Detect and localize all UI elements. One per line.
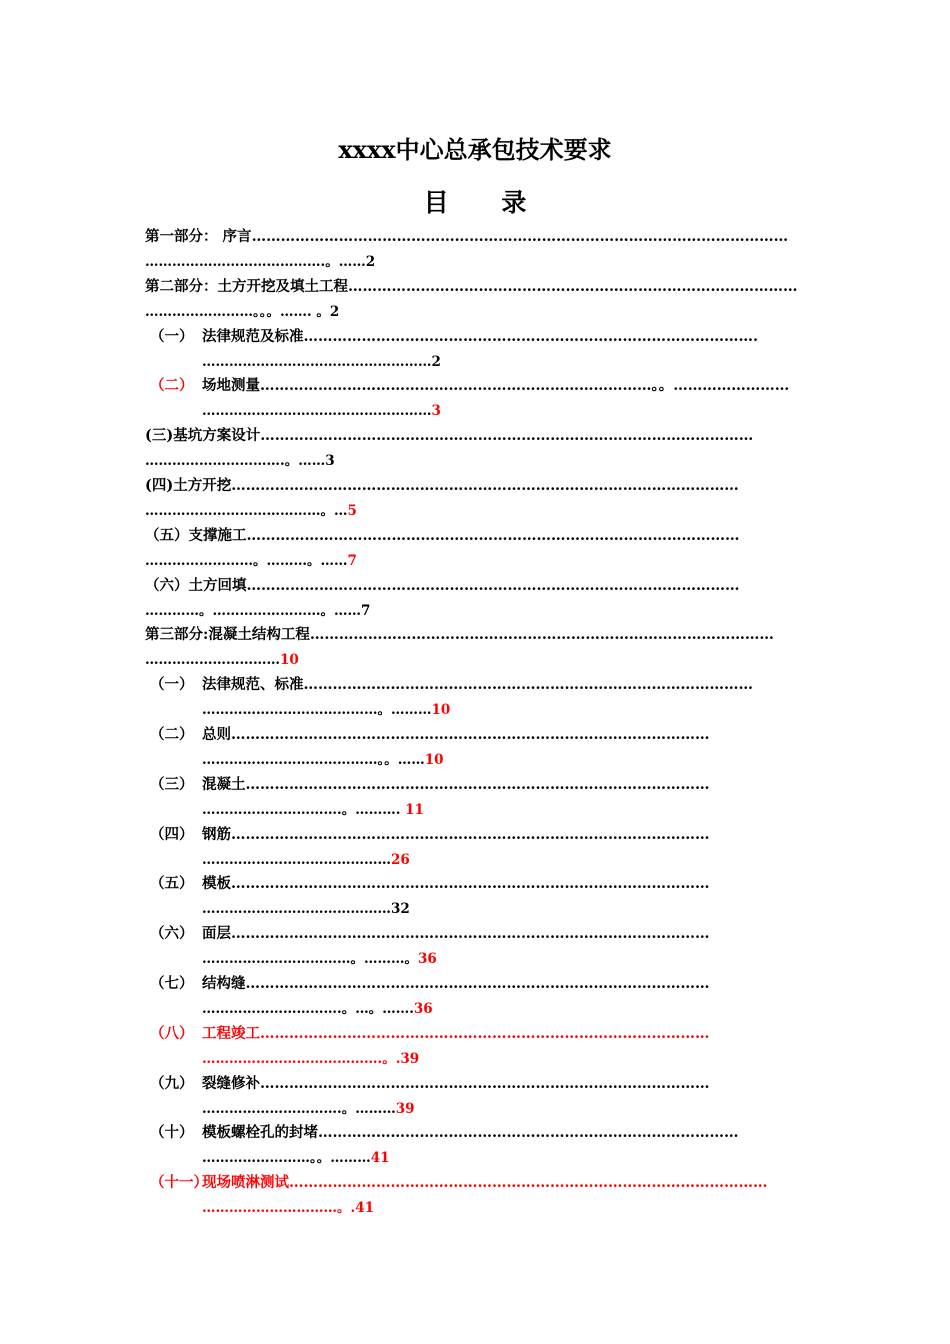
toc-entry[interactable]	[0, 1024, 950, 1074]
toc-leader-dots: ……………………………………………………………………………………	[309, 626, 774, 643]
toc-leader-dots: ………………………………………………………………………………………	[231, 726, 710, 743]
toc-leader-tail: 。………。	[350, 951, 418, 967]
toc-entry[interactable]	[0, 825, 950, 875]
toc-heading: 目 录	[423, 188, 549, 217]
toc-leader-dots: …………………………	[202, 802, 337, 818]
toc-entry-label: 法律规范、标准	[202, 676, 304, 693]
toc-entry-label: (四)土方开挖	[145, 477, 232, 494]
toc-entry-label: 第三部分:混凝土结构工程	[145, 626, 310, 643]
toc-entry-label: 场地测量	[202, 377, 260, 394]
toc-leader-tail: 。。。……. 。	[253, 304, 330, 320]
toc-leader-dots: …………………………………………………………………………………………………	[251, 228, 789, 245]
toc-leader-dots: …………………………………	[202, 702, 378, 718]
toc-entry[interactable]	[0, 675, 950, 725]
toc-page-number: 39	[395, 1101, 415, 1117]
toc-entry[interactable]	[0, 277, 950, 327]
toc-entry[interactable]	[0, 426, 950, 476]
toc-entry-number: （七）	[150, 975, 194, 992]
toc-leader-dots: ………………	[202, 1200, 283, 1216]
toc-entry-label: 面层	[202, 925, 231, 942]
toc-entry[interactable]	[0, 227, 950, 277]
toc-leader-tail: 。。……	[377, 752, 425, 768]
toc-leader-dots: …………………………………	[202, 752, 378, 768]
toc-entry-number: （一）	[150, 328, 194, 345]
toc-leader-dots: ………………………………………………………………………。。……………………	[260, 377, 790, 394]
toc-page-number: 39	[400, 1051, 420, 1067]
toc-entry[interactable]	[0, 1123, 950, 1173]
toc-page-number: 7	[347, 553, 357, 569]
toc-page-number: 26	[391, 852, 410, 868]
toc-entry-label: 混凝土	[202, 776, 246, 793]
toc-entry[interactable]	[0, 327, 950, 377]
toc-entry-number: （二）	[150, 726, 194, 743]
toc-entry-label: 现场喷淋测试	[202, 1174, 289, 1191]
toc-entry-number: （三）	[150, 776, 194, 793]
toc-page-number: 2	[365, 254, 376, 270]
toc-page-number: 3	[325, 453, 335, 469]
toc-page-number: 3	[431, 403, 441, 419]
toc-page-number: 41	[370, 1150, 390, 1166]
toc-entry[interactable]	[0, 725, 950, 775]
toc-leader-dots: …………………………………………………………………………………	[303, 676, 753, 693]
toc-entry-number: （八）	[150, 1025, 194, 1042]
toc-entry-label: （六）土方回填	[145, 577, 247, 594]
toc-leader-dots: ………………………………………………………………………………………	[289, 1174, 768, 1191]
toc-entry-label: （五）支撑施工	[145, 527, 247, 544]
toc-leader-tail: ……………………。…	[212, 503, 348, 519]
toc-leader-dots: ……………………………………………	[202, 354, 432, 370]
toc-leader-dots: …………………………	[202, 1101, 337, 1117]
toc-leader-dots: …………………………………………………………………………………	[348, 278, 798, 295]
toc-leader-tail: ……………………	[283, 852, 391, 868]
toc-entry-number: （十一）	[150, 1174, 208, 1191]
toc-page-number: 36	[413, 1001, 433, 1017]
toc-page-number: 7	[361, 603, 371, 619]
toc-leader-dots: …………………………	[202, 1001, 337, 1017]
toc-entry[interactable]	[0, 576, 950, 626]
toc-leader-dots: ……………………	[145, 553, 253, 569]
toc-leader-dots: ……………………………………………………………………………………………	[231, 477, 739, 494]
toc-entry-label: 工程竣工	[202, 1025, 260, 1042]
toc-entry-label: 结构缝	[202, 975, 246, 992]
toc-leader-dots: ……………………………………………………………………………………	[245, 776, 710, 793]
toc-leader-tail: …………。.	[283, 1200, 356, 1216]
toc-leader-dots: …………………………………………………………………………………………	[246, 577, 740, 594]
toc-leader-dots: ………………………………………………………………………………….	[303, 328, 759, 345]
toc-entry[interactable]	[0, 625, 950, 675]
toc-entry-number: （六）	[150, 925, 194, 942]
toc-leader-tail: .。……	[280, 453, 326, 469]
toc-entry-label: 总则	[202, 726, 231, 743]
toc-leader-dots: ……………………………	[202, 1051, 351, 1067]
toc-entry-number: （一）	[150, 676, 194, 693]
toc-leader-tail: ……………	[212, 652, 280, 668]
toc-entry[interactable]	[0, 526, 950, 576]
toc-page-number: 36	[418, 951, 437, 967]
toc-entry[interactable]	[0, 874, 950, 924]
toc-leader-dots: ………………	[202, 852, 283, 868]
toc-entry-label: 第二部分：土方开挖及填土工程	[145, 278, 348, 295]
toc-leader-dots: …………	[145, 603, 199, 619]
toc-leader-dots: ………………………………………………………………………………………	[231, 875, 710, 892]
toc-entry-number: （四）	[150, 826, 194, 843]
toc-page-number: 10	[280, 652, 299, 668]
toc-leader-dots: …………………………	[145, 453, 280, 469]
toc-entry-number: （十）	[150, 1124, 194, 1141]
toc-page-number: 10	[424, 752, 444, 768]
toc-leader-dots: ……………………………………………	[202, 403, 432, 419]
toc-entry[interactable]	[0, 974, 950, 1024]
toc-page-number: 32	[391, 901, 410, 917]
toc-entry-number: （九）	[150, 1075, 194, 1092]
toc-leader-dots: …………………………………………………………………………………	[260, 1075, 710, 1092]
toc-entry-label: 第一部分： 序言	[145, 228, 252, 245]
toc-entry-label: 法律规范及标准	[202, 328, 304, 345]
toc-entry-number: （二）	[150, 377, 194, 394]
toc-leader-tail: .。…。…….	[337, 1001, 414, 1017]
toc-leader-dots: …………………………………………………………………………………………	[246, 527, 740, 544]
toc-leader-dots: ………………………………………………………………………………………	[231, 925, 710, 942]
toc-leader-tail: 。………	[377, 702, 432, 718]
toc-leader-dots: …………………………	[202, 901, 337, 917]
toc-page-number: 2	[329, 304, 340, 320]
toc-entry-label: 模板螺栓孔的封堵	[202, 1124, 318, 1141]
toc-leader-dots: ……………	[145, 503, 213, 519]
toc-entry-label: 钢筋	[202, 826, 231, 843]
toc-leader-dots: ……………………………	[202, 951, 351, 967]
toc-leader-dots: ……………………………………………………………………………………	[245, 975, 710, 992]
toc-leader-tail: .。………	[337, 1101, 396, 1117]
toc-entry-label: 模板	[202, 875, 231, 892]
toc-entry[interactable]	[0, 476, 950, 526]
document-title: xxxx中心总承包技术要求	[338, 135, 612, 164]
toc-entry[interactable]	[0, 376, 950, 426]
toc-page-number: 41	[355, 1200, 374, 1216]
toc-leader-tail: 。………。……	[253, 553, 348, 569]
toc-leader-dots: …………………………………………………………………………………………	[260, 427, 754, 444]
toc-leader-tail: .。……….	[337, 802, 406, 818]
toc-page-number: 5	[347, 503, 357, 519]
toc-leader-dots: ……………………………………………………………………………	[318, 1124, 739, 1141]
toc-entry[interactable]	[0, 924, 950, 974]
toc-leader-tail: …………	[337, 901, 391, 917]
toc-leader-dots: …………………………………	[145, 254, 321, 270]
toc-leader-tail: 。。………	[310, 1150, 371, 1166]
toc-entry[interactable]	[0, 1074, 950, 1124]
toc-page-number: 2	[431, 354, 441, 370]
toc-leader-dots: ……………	[145, 652, 213, 668]
toc-leader-tail: 。……………………。……	[199, 603, 361, 619]
toc-entry-label: 裂缝修补	[202, 1075, 260, 1092]
toc-entry-label: (三)基坑方案设计	[145, 427, 261, 444]
toc-leader-dots: ……………………	[145, 304, 253, 320]
toc-entry[interactable]	[0, 775, 950, 825]
toc-page-number: 10	[431, 702, 451, 718]
toc-leader-tail: …….。.	[350, 1051, 401, 1067]
toc-leader-dots: ……………………	[202, 1150, 310, 1166]
toc-leader-dots: …………………………………………………………………………………	[260, 1025, 710, 1042]
toc-leader-dots: ………………………………………………………………………………………	[231, 826, 710, 843]
toc-entry[interactable]	[0, 1173, 950, 1223]
toc-leader-tail: .。……	[320, 254, 366, 270]
toc-page-number: 11	[405, 802, 424, 818]
toc-entry-number: （五）	[150, 875, 194, 892]
